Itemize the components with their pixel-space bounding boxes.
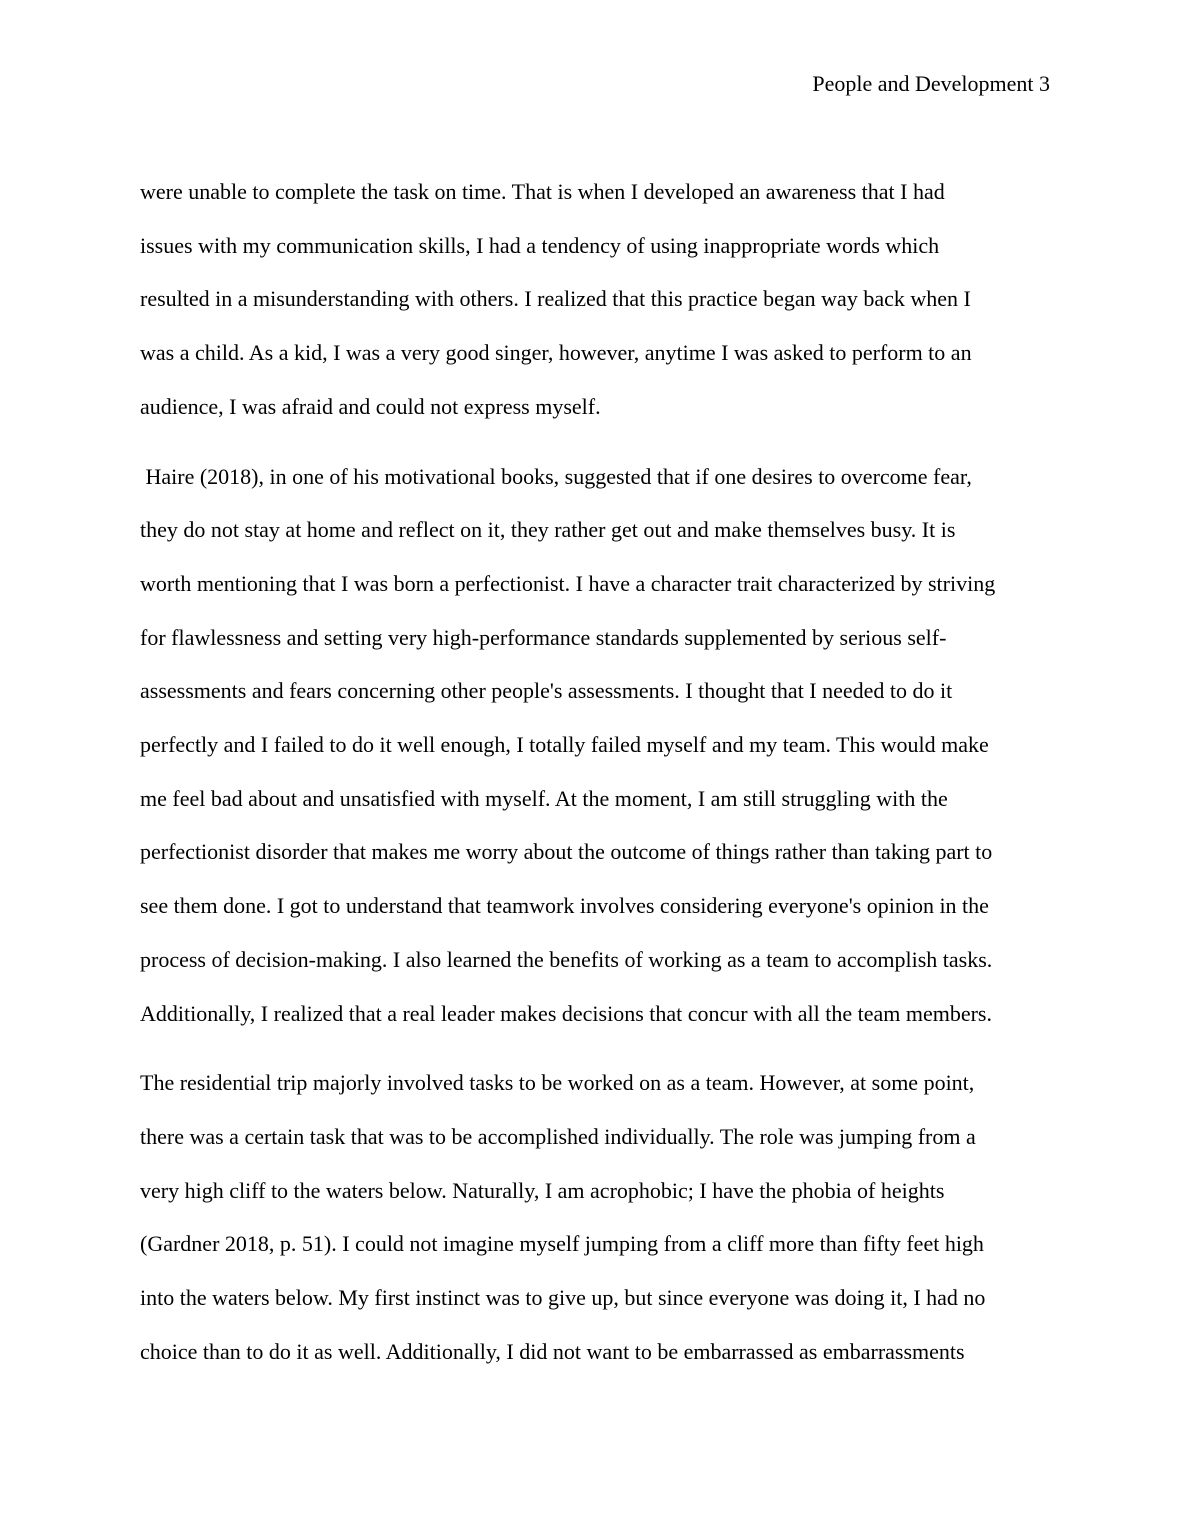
text-line: issues with my communication skills, I had a tendency of using inappropriate words which <box>140 232 940 258</box>
text-line: (Gardner 2018, p. 51). I could not imagine myself jumping from a cliff more than fifty feet high <box>140 1231 984 1257</box>
paragraph-3 <box>140 1056 1052 1378</box>
text-line: there was a certain task that was to be accomplished individually. The role was jumping from a <box>140 1123 976 1149</box>
text-line: resulted in a misunderstanding with others. I realized that this practice began way back when I <box>140 286 971 312</box>
text-line: me feel bad about and unsatisfied with myself. At the moment, I am still struggling with the <box>140 785 948 811</box>
text-line: were unable to complete the task on time. That is when I developed an awareness that I had <box>140 179 945 204</box>
text-line: Additionally, I realized that a real leader makes decisions that concur with all the team members. <box>140 1000 992 1026</box>
paragraph-1 <box>140 165 1052 434</box>
text-line: assessments and fears concerning other people's assessments. I thought that I needed to do it <box>140 678 953 704</box>
document-body <box>140 165 1052 1378</box>
text-line: very high cliff to the waters below. Naturally, I am acrophobic; I have the phobia of heights <box>140 1177 945 1203</box>
paragraph-2 <box>140 450 1052 1041</box>
text-line: The residential trip majorly involved tasks to be worked on as a team. However, at some point, <box>140 1070 975 1096</box>
text-line: Haire (2018), in one of his motivational books, suggested that if one desires to overcome fear, <box>140 463 972 489</box>
text-line: into the waters below. My first instinct was to give up, but since everyone was doing it, I had no <box>140 1285 986 1311</box>
text-line: they do not stay at home and reflect on it, they rather get out and make themselves busy. It is <box>140 517 956 543</box>
text-line: was a child. As a kid, I was a very good singer, however, anytime I was asked to perform to an <box>140 340 972 366</box>
text-line: choice than to do it as well. Additionally, I did not want to be embarrassed as embarrassments <box>140 1338 965 1364</box>
running-head: People and Development 3 <box>812 71 1050 96</box>
text-line: see them done. I got to understand that teamwork involves considering everyone's opinion in the <box>140 893 989 919</box>
text-line: process of decision-making. I also learned the benefits of working as a team to accomplish tasks. <box>140 946 993 972</box>
text-line: perfectly and I failed to do it well enough, I totally failed myself and my team. This would make <box>140 732 989 758</box>
text-line: for flawlessness and setting very high-performance standards supplemented by serious self- <box>140 624 947 650</box>
text-line: perfectionist disorder that makes me worry about the outcome of things rather than taking part to <box>140 839 993 865</box>
text-line: audience, I was afraid and could not express myself. <box>140 393 601 419</box>
text-line: worth mentioning that I was born a perfectionist. I have a character trait characterized by striving <box>140 570 996 596</box>
